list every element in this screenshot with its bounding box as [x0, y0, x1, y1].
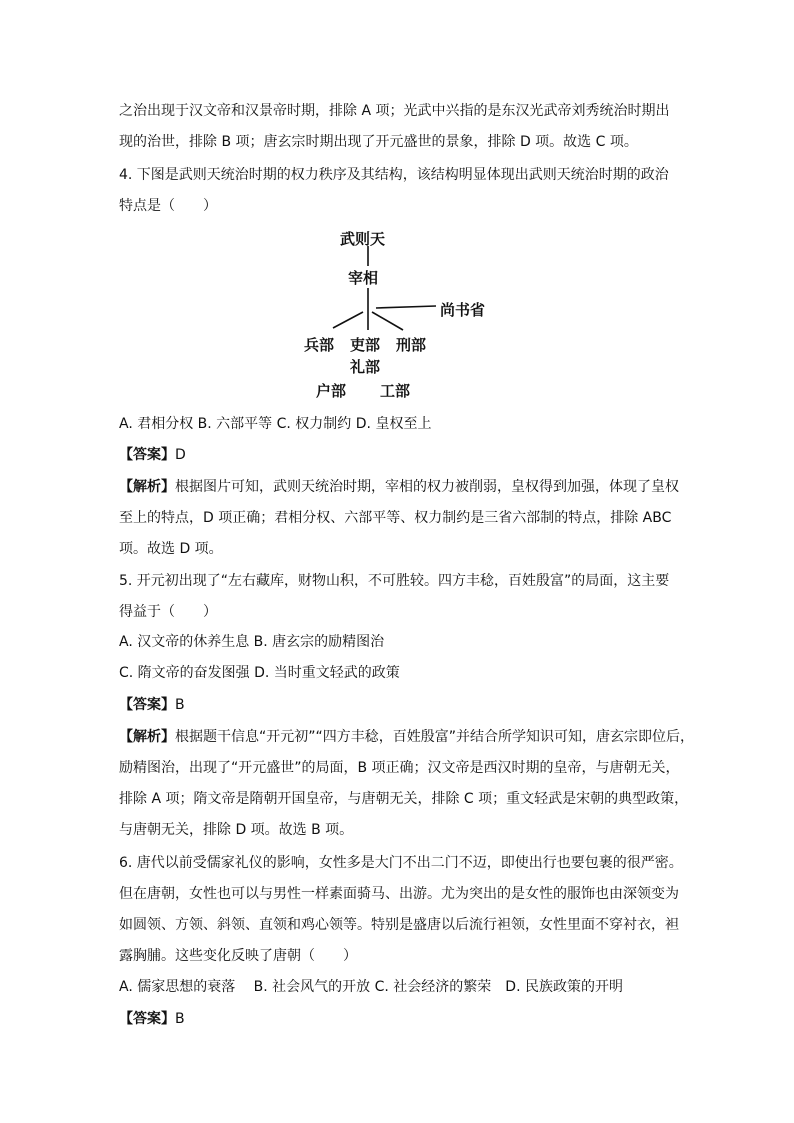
answer-label: 【答案】: [119, 1011, 175, 1027]
q4-answer: [119, 440, 679, 471]
q6-options: A. 儒家思想的衰落 B. 社会风气的开放 C. 社会经济的繁荣 D. 民族政策的开明: [119, 979, 623, 995]
q4-stem-line-2: 特点是（ ）: [119, 198, 217, 214]
q4-analysis-line-3: 项。故选 D 项。: [119, 541, 223, 557]
q4-analysis-line-2: 至上的特点，D 项正确；君相分权、六部平等、权力制约是三省六部制的特点，排除 ABC: [119, 510, 672, 526]
node-wu-zetian: 武则天: [340, 230, 386, 248]
answer-value: B: [175, 697, 185, 713]
q3-tail-line-2: 现的治世，排除 B 项；唐玄宗时期出现了开元盛世的景象，排除 D 项。故选 C 项。: [119, 134, 638, 150]
q4-options: A. 君相分权 B. 六部平等 C. 权力制约 D. 皇权至上: [119, 416, 432, 432]
node-ministry-personnel: 吏部: [350, 336, 381, 354]
q4-stem-line-1: 4. 下图是武则天统治时期的权力秩序及其结构，该结构明显体现出武则天统治时期的政治: [119, 167, 669, 183]
answer-value: D: [175, 447, 186, 463]
q5-analysis-line-2: 励精图治，出现了“开元盛世”的局面，B 项正确；汉文帝是西汉时期的皇帝，与唐朝无关，: [119, 760, 680, 776]
node-chancellor: 宰相: [348, 269, 379, 287]
node-ministry-revenue: 户部: [316, 382, 347, 400]
node-ministry-rites: 礼部: [350, 358, 381, 376]
node-shangshu-sheng: 尚书省: [440, 301, 486, 319]
answer-value: B: [175, 1011, 185, 1027]
q5-analysis-line-1: [119, 722, 695, 753]
q3-tail-line-1: 之治出现于汉文帝和汉景帝时期，排除 A 项；光武中兴指的是东汉光武帝刘秀统治时期出: [119, 103, 670, 119]
q6-stem-line-4: 露胸脯。这些变化反映了唐朝（ ）: [119, 948, 357, 964]
q5-stem-line-2: 得益于（ ）: [119, 604, 217, 620]
node-ministry-war: 兵部: [304, 336, 335, 354]
answer-label: 【答案】: [119, 447, 175, 463]
q5-answer: [119, 690, 679, 721]
q4-analysis-line-1: [119, 472, 679, 503]
analysis-label: 【解析】: [119, 479, 175, 495]
q5-stem-line-1: 5. 开元初出现了“左右藏库，财物山积，不可胜较。四方丰稔，百姓殷富”的局面，这主要: [119, 573, 670, 589]
q6-answer: [119, 1004, 679, 1035]
q5-analysis-line-4: 与唐朝无关，排除 D 项。故选 B 项。: [119, 822, 354, 838]
node-ministry-works: 工部: [380, 382, 411, 400]
q6-stem-line-1: 6. 唐代以前受儒家礼仪的影响，女性多是大门不出二门不迈，即使出行也要包裹的很严密。: [119, 855, 683, 871]
power-structure-diagram: [290, 222, 520, 412]
q5-options-line-1: A. 汉文帝的休养生息 B. 唐玄宗的励精图治: [119, 634, 385, 650]
answer-label: 【答案】: [119, 697, 175, 713]
q5-analysis-line-3: 排除 A 项；隋文帝是隋朝开国皇帝，与唐朝无关，排除 C 项；重文轻武是宋朝的典型政策，: [119, 791, 689, 807]
analysis-text: 根据图片可知，武则天统治时期，宰相的权力被削弱，皇权得到加强，体现了皇权: [175, 479, 679, 495]
q6-stem-line-2: 但在唐朝，女性也可以与男性一样素面骑马、出游。尤为突出的是女性的服饰也由深领变为: [119, 886, 679, 902]
q5-options-line-2: C. 隋文帝的奋发图强 D. 当时重文轻武的政策: [119, 665, 400, 681]
analysis-text: 根据题干信息“开元初”“四方丰稔，百姓殷富”并结合所学知识可知，唐玄宗即位后，: [175, 729, 695, 745]
analysis-label: 【解析】: [119, 729, 175, 745]
node-ministry-justice: 刑部: [396, 336, 427, 354]
q6-stem-line-3: 如圆领、方领、斜领、直领和鸡心领等。特别是盛唐以后流行袒领，女性里面不穿衬衣，袒: [119, 917, 679, 933]
